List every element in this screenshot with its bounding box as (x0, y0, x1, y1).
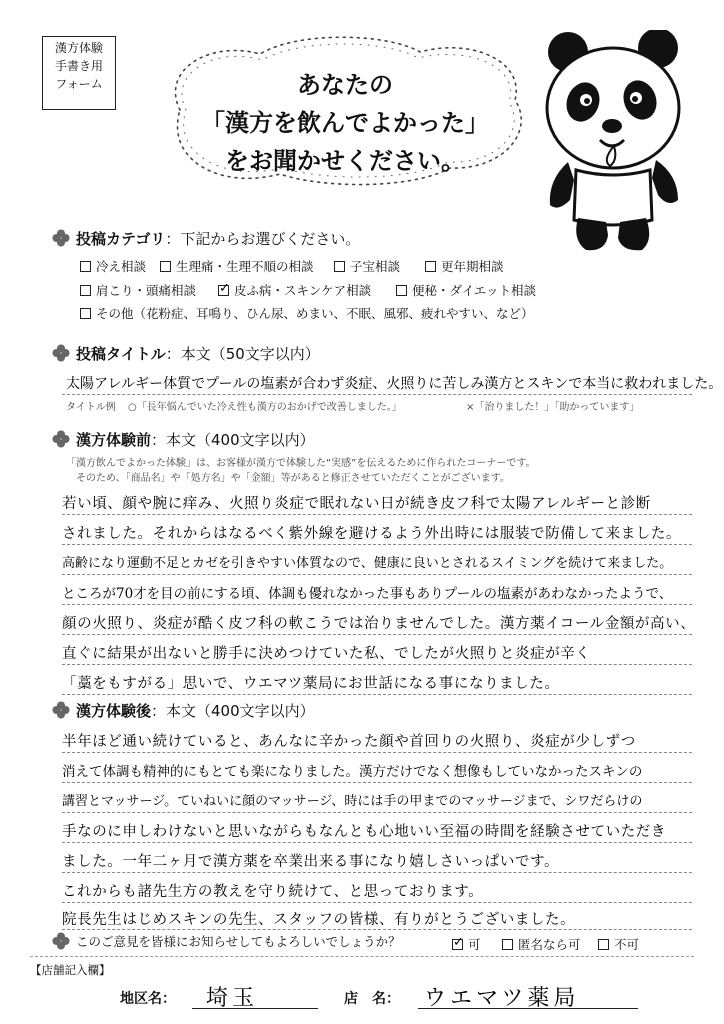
checkbox[interactable] (502, 939, 513, 950)
category-skin[interactable] (218, 281, 371, 299)
before-line-1: 若い頃、顔や腕に痒み、火照り炎症で眠れない日が続き皮フ科で太陽アレルギーと診断 (62, 496, 651, 512)
ruled-line (62, 514, 692, 515)
region-label: 地区名： (120, 991, 176, 1007)
ruled-line (62, 842, 692, 843)
category-constipation[interactable] (396, 281, 536, 299)
before-desc: ：本文（400文字以内） (151, 431, 315, 449)
consent-anonymous[interactable] (502, 935, 581, 953)
after-line-4: 手なのに申しわけないと思いながらもなんとも心地いい至福の時間を経験させていただき (62, 824, 666, 840)
after-line-2: 消えて体調も精神的にもとても楽になりました。漢方だけでなく想像もしていなかったスキンの (62, 764, 643, 780)
ruled-line (62, 782, 692, 783)
ruled-line (62, 872, 692, 873)
before-line-7: 「藁をもすがる」思いで、ウエマツ薬局にお世話になる事になりました。 (62, 676, 560, 692)
headline-line-1: あなたの (297, 71, 393, 99)
before-note-2: そのため、「商品名」や「処方名」や「金額」等があると修正させていただくことがございます。 (76, 473, 510, 484)
divider (30, 956, 694, 957)
consent-anonymous-label: 匿名なら可 (518, 937, 581, 952)
after-line-6: これからも諸先生方の教えを守り続けて、と思っております。 (62, 884, 484, 900)
panda-mascot-icon (528, 30, 698, 255)
after-title: 漢方体験後 (76, 702, 152, 720)
ruled-line (62, 752, 692, 753)
title-heading (52, 343, 320, 364)
consent-yes-label: 可 (468, 937, 481, 952)
store-name-value: ウエマツ薬局 (424, 986, 580, 1011)
consent-question: このご意見を皆様にお知らせしてもよろしいでしょうか？ (76, 934, 401, 949)
before-note-1: 「漢方飲んでよかった体験」は、お客様が漢方で体験した“実感”を伝えるために作られたコーナーです。 (66, 458, 536, 469)
ruled-line (62, 664, 692, 665)
before-heading (52, 429, 315, 450)
after-heading (52, 700, 315, 721)
title-section-title: 投稿タイトル (76, 345, 166, 363)
ruled-line (62, 694, 692, 695)
category-menstrual[interactable] (160, 257, 314, 275)
clover-icon (52, 430, 70, 448)
consent-yes[interactable] (452, 935, 481, 953)
store-name-label: 店 名： (344, 991, 400, 1007)
before-line-2: されました。それからはなるべく紫外線を避けるよう外出時には服装で防備して来ました。 (62, 526, 682, 542)
checkbox[interactable] (80, 261, 91, 272)
form-stamp (42, 36, 116, 110)
checkbox[interactable] (334, 261, 345, 272)
title-line (62, 394, 692, 395)
ruled-line (62, 604, 692, 605)
region-underline (192, 1008, 318, 1009)
after-desc: ：本文（400文字以内） (151, 702, 315, 720)
category-shoulder[interactable] (80, 281, 196, 299)
store-underline (418, 1008, 638, 1009)
stamp-line-3: フォーム (55, 77, 103, 91)
checkbox[interactable] (425, 261, 436, 272)
category-menopause[interactable] (425, 257, 504, 275)
category-other-label: その他（花粉症、耳鳴り、ひん尿、めまい、不眠、風邪、疲れやすい、など） (96, 306, 534, 321)
after-line-5: ました。一年二ヶ月で漢方薬を卒業出来る事になり嬉しさいっぱいです。 (62, 854, 560, 870)
checkbox-checked[interactable] (218, 285, 229, 296)
title-section-desc: ：本文（50文字以内） (165, 345, 320, 363)
before-title: 漢方体験前 (76, 431, 152, 449)
category-fertility-label: 子宝相談 (350, 259, 401, 274)
category-cold-label: 冷え相談 (96, 259, 147, 274)
store-section-label: 【店舗記入欄】 (30, 963, 111, 977)
title-example-bad: ×「治りました！」「助かっています」 (466, 402, 640, 413)
ruled-line (62, 812, 692, 813)
region-value: 埼玉 (206, 986, 259, 1011)
category-heading (52, 228, 360, 249)
ruled-line (62, 929, 692, 930)
after-line-1: 半年ほど通い続けていると、あんなに辛かった顔や首回りの火照り、炎症が少しずつ (62, 734, 636, 750)
category-shoulder-label: 肩こり・頭痛相談 (96, 283, 197, 298)
category-title: 投稿カテゴリ (76, 230, 166, 248)
headline (180, 66, 510, 180)
stamp-line-1: 漢方体験 (54, 41, 103, 55)
stamp-line-2: 手書き用 (54, 59, 103, 73)
checkbox[interactable] (598, 939, 609, 950)
category-constipation-label: 便秘・ダイエット相談 (412, 283, 537, 298)
clover-icon (52, 344, 70, 362)
headline-line-3: をお聞かせください。 (225, 147, 465, 175)
checkbox[interactable] (80, 285, 91, 296)
before-line-4: ところが70才を目の前にする頃、体調も優れなかった事もありプールの塩素があわなかったようで、 (62, 586, 673, 602)
checkbox[interactable] (160, 261, 171, 272)
category-menstrual-label: 生理痛・生理不順の相談 (176, 259, 314, 274)
ruled-line (62, 574, 692, 575)
before-line-6: 直ぐに結果が出ないと勝手に決めつけていた私、でしたが火照りと炎症が辛く (62, 646, 591, 662)
checkbox-checked[interactable] (452, 939, 463, 950)
headline-line-2: 「漢方を飲んでよかった」 (201, 109, 489, 137)
checkbox[interactable] (396, 285, 407, 296)
category-fertility[interactable] (334, 257, 400, 275)
category-other[interactable] (80, 304, 534, 322)
clover-icon (52, 701, 70, 719)
consent-row (52, 932, 401, 950)
before-line-5: 顔の火照り、炎症が酷く皮フ科の軟こうでは治りませんでした。漢方薬イコール金額が高い、 (62, 616, 696, 632)
checkbox[interactable] (80, 308, 91, 319)
consent-no[interactable] (598, 935, 639, 953)
title-example-good: ○「長年悩んでいた冷え性も漢方のおかげで改善しました。」 (128, 402, 402, 413)
consent-no-label: 不可 (614, 937, 640, 952)
ruled-line (62, 634, 692, 635)
clover-icon (52, 932, 70, 950)
after-line-7: 院長先生はじめスキンの先生、スタッフの皆様、有りがとうございました。 (62, 912, 576, 928)
category-skin-label: 皮ふ病・スキンケア相談 (234, 283, 372, 298)
category-desc: ：下記からお選びください。 (165, 230, 361, 248)
category-menopause-label: 更年期相談 (441, 259, 504, 274)
title-example-label: タイトル例 (66, 402, 116, 413)
category-cold[interactable] (80, 257, 146, 275)
ruled-line (62, 902, 692, 903)
ruled-line (62, 544, 692, 545)
before-line-3: 高齢になり運動不足とカゼを引きやすい体質なので、健康に良いとされるスイミングを続けて来ました。 (62, 556, 673, 571)
after-line-3: 講習とマッサージ。ていねいに顔のマッサージ、時には手の甲までのマッサージまで、シワだらけの (62, 794, 643, 809)
clover-icon (52, 229, 70, 247)
title-handwritten: 太陽アレルギー体質でプールの塩素が合わず炎症、火照りに苦しみ漢方とスキンで本当に救われました。 (66, 376, 723, 392)
